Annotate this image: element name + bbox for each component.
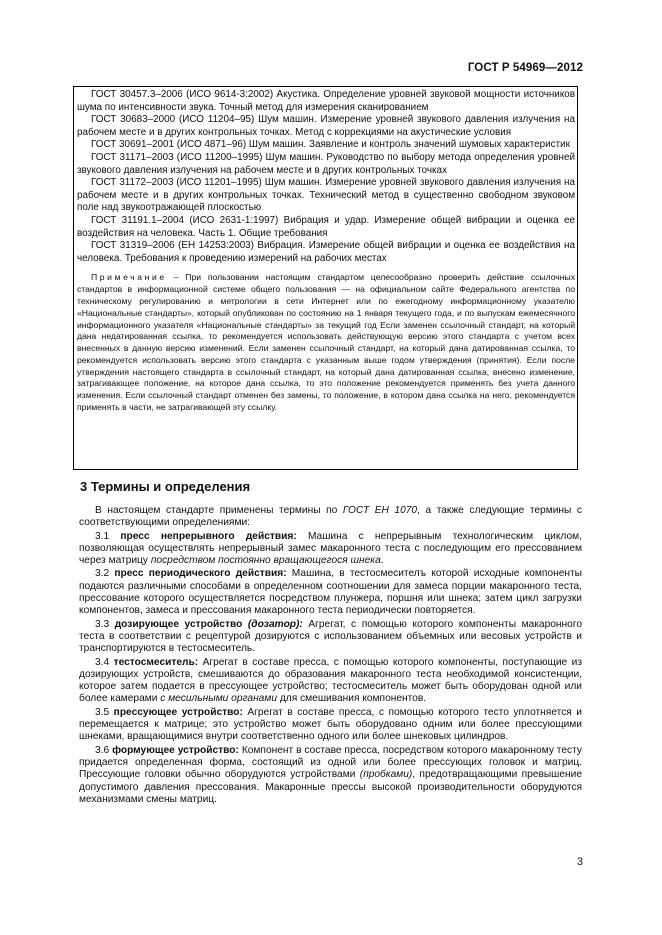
term-italic: посредством постоянно вращающегося шнека [150, 555, 381, 567]
term-name: прессующее устройство: [113, 706, 243, 718]
term-number: 3.3 [95, 618, 115, 630]
term-name: дозирующее устройство [114, 618, 243, 630]
term-name: пресс периодического действия: [114, 568, 287, 580]
note-paragraph [77, 272, 575, 414]
reference-item: ГОСТ 30457.3–2006 (ИСО 9614-3:2002) Акустика. Определение уровней звуковой мощности источников шума по интенсивности звука. Точный метод для измерения сканированием [77, 89, 575, 113]
term-definition: Агрегат, с помощью которого компоненты макаронного теста в соответствии с рецептурой дозируются с использованием объемных или весовых устройств и транспортируются в тестосмеситель. [79, 618, 582, 655]
term-name: тестосмеситель: [113, 656, 199, 668]
page-number: 3 [576, 856, 583, 868]
term-3-5 [79, 707, 582, 744]
term-italic: с месильными органами [160, 693, 277, 705]
intro-text-end: , а также следующие термины с соответствующими определениями: [79, 505, 582, 529]
note-text: – При пользовании настоящим стандартом целесообразно проверить действие ссылочных стандартов в информационной системе общего пользования — на официальном сайте Федерального агентства по техническому регулированию и метрологии в сети Интернет или по ежегодному информационному указателю «Национальные стандарты», который опубликован по состоянию на 1 января текущего года, и по выпускам ежемесячного информационного указателя «Национальные стандарты» за текущий год Если заменен ссылочный стандарт, на который дана недатированная ссылка, то рекомендуется использовать действующую версию этого стандарта с учетом всех внесенных в данную версию изменений. Если заменен ссылочный стандарт, на который дана датированная ссылка, то рекомендуется использовать версию этого стандарта с указанным выше годом утверждения (принятия). Если после утверждения настоящего стандарта в ссылочный стандарт, на который дана датированная ссылка, внесено изменение, затрагивающее положение, на которое дана ссылка, то это положение рекомендуется применять без учета данного изменения. Если ссылочный стандарт отменен без замены, то положение, в котором дана ссылка на него, рекомендуется применять в части, не затрагивающей эту ссылку. [77, 272, 575, 413]
document-header: ГОСТ Р 54969—2012 [467, 62, 583, 74]
term-3-2 [79, 568, 582, 617]
reference-item: ГОСТ 31319–2006 (ЕН 14253:2003) Вибрация. Измерение общей вибрации и оценка ее воздействия на человека. Требования к проведению измерений на рабочих местах [77, 240, 575, 264]
term-definition: Компонент в составе пресса, посредством которого макаронному тесту придается определенная форма, состоящий из одной или более прессующих головок и матриц. Прессующие головки обычно оборудуются устройствами [79, 744, 582, 781]
reference-item: ГОСТ 31191.1–2004 (ИСО 2631-1:1997) Вибрация и удар. Измерение общей вибрации и оценка ее воздействия на человека. Часть 1. Общие требования [77, 214, 575, 239]
term-definition: Машина, в тестосмесителъ которой исходные компоненты подаются различными способами в определенном соотношении для замеса порции макаронного теста, прессование которого осуществляется посредством плунжера, поршня или шнека; затем цикл загрузки компонентов, замеса и прессования макаронного теста периодически повторяется. [79, 568, 582, 617]
term-italic: (пробками) [359, 769, 413, 781]
term-3-3 [79, 619, 582, 656]
intro-text: В настоящем стандарте применены термины по [95, 505, 343, 516]
reference-item: ГОСТ 30683–2000 (ИСО 11204–95) Шум машин. Измерение уровней звукового давления излучения на рабочем месте и в других контрольных точках. Метод с коррекциями на акустические условия [77, 114, 575, 138]
term-3-1 [79, 531, 582, 568]
note-label: Примечание [91, 272, 167, 283]
intro-standard-ref: ГОСТ ЕН 1070 [342, 505, 418, 516]
term-definition-end: , предотвращающими превышение допустимого давления прессования. Макаронные прессы высокой производительности оборудуются механизмами смены матриц. [79, 769, 582, 805]
term-number: 3.1 [95, 530, 121, 542]
term-definition-end: для смешивания компонентов. [277, 693, 427, 705]
reference-item: ГОСТ 31171–2003 (ИСО 11200–1995) Шум машин. Руководство по выбору метода определения уровней звукового давления излучения на рабочем месте и в других контрольных точках [77, 151, 575, 176]
term-3-6 [79, 745, 582, 806]
reference-item: ГОСТ 30691–2001 (ИСО 4871–96) Шум машин. Заявление и контроль значений шумовых характеристик [91, 139, 570, 151]
term-definition-end: . [380, 555, 384, 567]
reference-item: ГОСТ 31172–2003 (ИСО 11201–1995) Шум машин. Измерение уровней звукового давления излучения на рабочем месте и в других контрольных точках. Технический метод в существенно свободном звуковом поле над звукоотражающей плоскостью [77, 177, 575, 214]
term-number: 3.4 [95, 656, 114, 668]
term-synonym: (дозатор): [242, 618, 303, 630]
section-title: 3 Термины и определения [80, 479, 251, 494]
term-definition: Машина с непрерывным технологическим циклом, позволяющая осуществлять непрерывный замес макаронного теста с последующим его прессованием через матрицу [79, 530, 582, 567]
normative-references-box [73, 86, 578, 470]
term-name: пресс непрерывного действия: [120, 530, 297, 542]
term-number: 3.2 [95, 568, 115, 580]
term-number: 3.6 [95, 744, 113, 756]
term-name: формующее устройство: [112, 744, 239, 756]
term-number: 3.5 [95, 706, 114, 718]
intro-paragraph [79, 505, 582, 530]
term-definition: Агрегат в составе пресса, с помощью которого тесто уплотняется и перемещается к матрице; это устройство может быть оборудовано одним или более прессующими шнеками, вращающимися внутри соответственно одного или более шнековых цилиндров. [79, 706, 582, 743]
term-definition: Агрегат в составе пресса, с помощью которого компоненты, поступающие из дозирующих устройств, смешиваются до образования макаронного теста необходимой консистенции, которое затем подается в прессующее устройство; тестосмеситель может быть оборудован одной или более камерами [79, 656, 582, 705]
term-3-4 [79, 657, 582, 706]
terms-section [79, 505, 582, 807]
